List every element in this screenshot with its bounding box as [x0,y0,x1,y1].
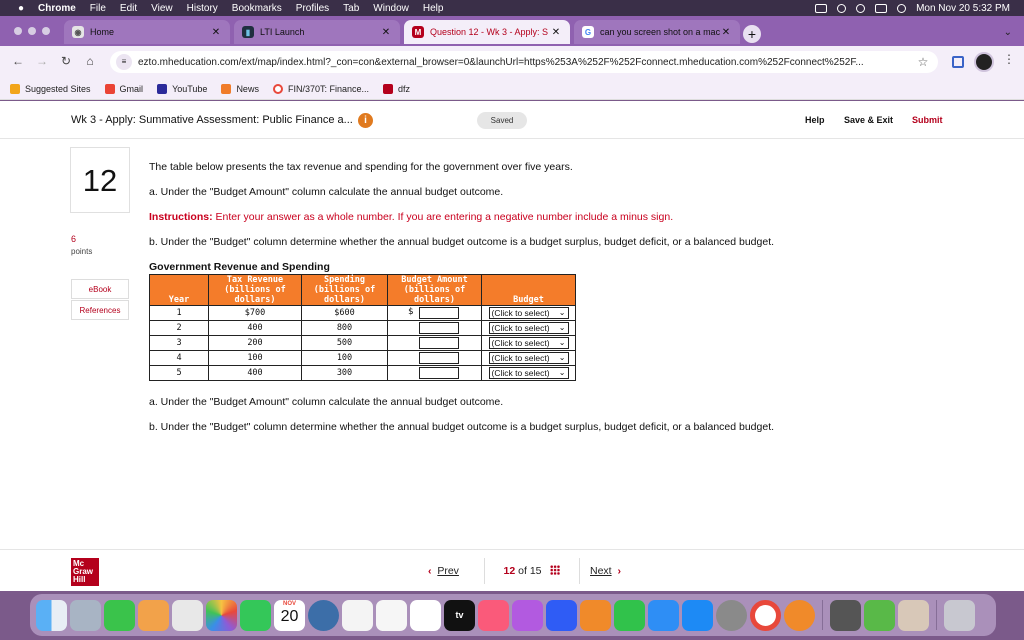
close-tab-icon[interactable]: ✕ [551,26,561,38]
pages-icon[interactable] [648,600,679,631]
trash-icon[interactable] [944,600,975,631]
select-value: (Click to select) [491,323,550,333]
menu-view[interactable]: View [151,2,173,14]
window-controls [14,27,50,35]
profile-avatar[interactable] [974,52,994,72]
spotlight-search-icon[interactable] [856,4,865,13]
tab-google-search[interactable] [574,20,740,44]
header-year: Year [150,275,209,306]
table-row [150,306,576,321]
tax-revenue-cell: 400 [209,366,302,381]
menu-history[interactable]: History [186,2,218,14]
select-value: (Click to select) [491,338,550,348]
question-footer [0,549,1024,591]
calendar-icon[interactable] [274,600,305,631]
assessment-page [0,101,1024,591]
table-row [150,351,576,366]
budget-amount-cell [388,336,482,351]
close-tab-icon[interactable]: ✕ [211,26,221,38]
budget-amount-input[interactable] [419,352,459,364]
bookmark-label: dfz [398,83,411,94]
instructions-text: Enter your answer as a whole number. If you are entering a negative number include a minus sign. [215,211,674,223]
bookmark-label: Suggested Sites [25,83,91,94]
spending-cell: 100 [302,351,388,366]
tab-search-chevron-icon[interactable]: ⌄ [1003,27,1012,38]
minimize-window-icon[interactable] [28,27,36,35]
budget-amount-input[interactable] [419,367,459,379]
mcgraw-hill-logo: Mc Graw Hill [71,558,99,586]
bookmark-dfz[interactable] [383,84,410,94]
chevron-left-icon: ‹ [428,565,432,577]
header-spending: Spending (billions of dollars) [302,275,388,306]
header-budget: Budget [482,275,576,306]
prev-button[interactable] [428,565,459,577]
budget-cell [482,366,576,381]
menu-app-name[interactable]: Chrome [38,2,76,14]
close-window-icon[interactable] [14,27,22,35]
chrome-icon[interactable] [750,600,781,631]
fin370t-icon [273,84,283,94]
assessment-title: Wk 3 - Apply: Summative Assessment: Public Finance a... [71,114,353,126]
bookmark-label: FIN/370T: Finance... [287,83,369,94]
app-store-icon[interactable] [682,600,713,631]
close-tab-icon[interactable]: ✕ [721,26,731,38]
menu-help[interactable]: Help [422,2,444,14]
apple-tv-icon[interactable] [444,600,475,631]
youtube-icon [157,84,167,94]
question-part-a-repeat: a. Under the "Budget Amount" column calculate the annual budget outcome. [149,396,504,408]
question-number: 12 [70,147,130,213]
menu-tab[interactable]: Tab [343,2,360,14]
keynote-icon[interactable] [580,600,611,631]
budget-select[interactable] [489,352,569,364]
question-pager[interactable] [484,558,580,584]
instructions-label: Instructions: [149,211,213,223]
budget-select[interactable] [489,337,569,349]
bookmark-youtube[interactable] [157,84,207,94]
budget-amount-cell [388,306,482,321]
year-cell: 3 [150,336,209,351]
tab-lti-launch[interactable] [234,20,400,44]
calendar-day: 20 [280,607,299,625]
safari-icon[interactable] [784,600,815,631]
spending-cell: $600 [302,306,388,321]
pager-of: of [518,565,527,577]
maps-icon[interactable] [172,600,203,631]
points-label: points [71,247,93,256]
budget-amount-input[interactable] [419,337,459,349]
address-bar[interactable] [110,51,938,73]
prev-label: Prev [437,565,459,577]
tax-revenue-cell: $700 [209,306,302,321]
question-part-a: a. Under the "Budget Amount" column calculate the annual budget outcome. [149,186,504,198]
points-value: 6 [71,234,77,244]
year-cell: 4 [150,351,209,366]
mail-icon[interactable] [138,600,169,631]
question-part-b-repeat: b. Under the "Budget" column determine whether the annual budget outcome is a budget surplus, budget deficit, or a balanced budget. [149,421,775,433]
chevron-right-icon: › [617,565,621,577]
references-button[interactable]: References [71,300,129,320]
chevron-down-icon: ⌄ [558,323,566,332]
menu-edit[interactable]: Edit [119,2,138,14]
budget-select[interactable] [489,307,569,319]
budget-amount-cell [388,366,482,381]
tab-label: Home [90,27,115,37]
bookmark-gmail[interactable] [105,84,144,94]
browser-toolbar [0,46,1024,78]
mcgraw-hill-icon [383,84,393,94]
saved-status-badge: Saved [477,112,527,129]
tv-label: tv [455,609,464,620]
current-question: 12 [503,565,516,577]
menu-profiles[interactable]: Profiles [295,2,330,14]
mcgraw-hill-icon: M [412,26,424,38]
question-part-b: b. Under the "Budget" column determine whether the annual budget outcome is a budget surplus, budget deficit, or a balanced budget. [149,236,775,248]
bookmark-news[interactable] [221,84,259,94]
bookmark-label: YouTube [172,83,208,94]
spending-cell: 500 [302,336,388,351]
downloads-icon[interactable] [898,600,929,631]
select-value: (Click to select) [491,368,550,378]
budget-amount-cell [388,351,482,366]
photos-icon[interactable] [206,600,237,631]
tax-revenue-cell: 400 [209,321,302,336]
podcasts-icon[interactable] [512,600,543,631]
lti-icon: ▮ [242,26,254,38]
year-cell: 2 [150,321,209,336]
year-cell: 5 [150,366,209,381]
notes-icon[interactable] [376,600,407,631]
address-bar-url[interactable]: ezto.mheducation.com/ext/map/index.html?_con=con&external_browser=0&launchUrl=https%253A%252F%252Fconnect.mheducation.com%252Fconnect%252F... [138,56,864,68]
tab-question-12[interactable] [404,20,570,44]
budget-cell [482,321,576,336]
dock-separator [822,600,823,630]
grid-icon[interactable] [550,565,560,575]
dollar-sign: $ [408,307,414,317]
siri-icon[interactable] [897,4,906,13]
more-menu-icon[interactable]: ⋮ [1003,52,1015,66]
preview-icon[interactable] [864,600,895,631]
bookmark-fin370t[interactable] [273,84,369,94]
close-tab-icon[interactable]: ✕ [381,26,391,38]
macos-dock [30,594,996,636]
numbers-icon[interactable] [614,600,645,631]
next-label: Next [590,565,612,577]
tab-home[interactable] [64,20,230,44]
reminders-icon[interactable] [342,600,373,631]
budget-select[interactable] [489,367,569,379]
messages-icon[interactable] [104,600,135,631]
header-tax-revenue: Tax Revenue (billions of dollars) [209,275,302,306]
tax-revenue-cell: 100 [209,351,302,366]
budget-cell [482,306,576,321]
info-icon[interactable]: i [358,113,373,128]
launchpad-icon[interactable] [70,600,101,631]
bookmark-star-icon[interactable]: ☆ [917,55,929,69]
tab-label: Question 12 - Wk 3 - Apply: S [430,27,549,37]
music-icon[interactable] [478,600,509,631]
tab-label: can you screen shot on a mac [600,27,720,37]
news-app-icon[interactable] [546,600,577,631]
menu-window[interactable]: Window [373,2,409,14]
chrome-tab-strip [0,16,1024,46]
dock-separator [936,600,937,630]
year-cell: 1 [150,306,209,321]
table-row [150,321,576,336]
google-icon: G [582,26,594,38]
gmail-icon [105,84,115,94]
battery-icon[interactable] [815,4,827,13]
back-arrow-icon[interactable]: ← [12,54,24,68]
spending-cell: 300 [302,366,388,381]
chevron-down-icon: ⌄ [558,353,566,362]
menu-bookmarks[interactable]: Bookmarks [231,2,282,14]
tab-label: LTI Launch [260,27,305,37]
ebook-button[interactable]: eBook [71,279,129,299]
chevron-down-icon: ⌄ [558,338,566,347]
freeform-icon[interactable] [410,600,441,631]
chevron-down-icon: ⌄ [558,368,566,377]
submit-button[interactable]: Submit [912,115,943,125]
wifi-icon[interactable] [837,4,846,13]
table-caption: Government Revenue and Spending [149,261,330,273]
apple-icon[interactable]: ● [17,2,25,14]
budget-amount-input[interactable] [419,322,459,334]
calculator-icon[interactable] [830,600,861,631]
forward-arrow-icon[interactable]: → [36,54,48,68]
assessment-header [0,101,1024,139]
zoom-window-icon[interactable] [42,27,50,35]
site-info-icon[interactable]: ≡ [116,54,132,70]
budget-cell [482,336,576,351]
table-row [150,336,576,351]
menu-file[interactable]: File [89,2,106,14]
budget-select[interactable] [489,322,569,334]
instructions [149,211,809,223]
select-value: (Click to select) [491,308,550,318]
total-questions: 15 [529,565,542,577]
calendar-month: NOV [282,600,296,607]
globe-icon: ◉ [72,26,84,38]
menubar-clock[interactable]: Mon Nov 20 5:32 PM [916,2,1010,14]
screen-sharing-icon[interactable] [308,600,339,631]
suggested-sites-icon [10,84,20,94]
bookmark-suggested-sites[interactable] [10,84,91,94]
budget-amount-input[interactable] [419,307,459,319]
facetime-icon[interactable] [240,600,271,631]
tax-revenue-cell: 200 [209,336,302,351]
bookmark-label: News [236,83,259,94]
bookmarks-bar [0,78,1024,100]
save-exit-button[interactable]: Save & Exit [844,115,894,125]
question-intro: The table below presents the tax revenue and spending for the government over five years. [149,161,573,173]
budget-table [149,274,576,381]
reload-icon[interactable]: ↻ [60,54,72,68]
bookmark-label: Gmail [119,83,144,94]
news-icon [221,84,231,94]
spending-cell: 800 [302,321,388,336]
chevron-down-icon: ⌄ [558,308,566,317]
table-header-row [150,275,576,306]
budget-amount-cell [388,321,482,336]
table-row [150,366,576,381]
system-settings-icon[interactable] [716,600,747,631]
macos-menubar [0,0,1024,16]
help-link[interactable]: Help [805,115,825,125]
side-panel-icon[interactable] [952,56,964,68]
finder-icon[interactable] [36,600,67,631]
next-button[interactable] [590,565,621,577]
control-center-icon[interactable] [875,4,887,13]
header-budget-amount: Budget Amount (billions of dollars) [388,275,482,306]
select-value: (Click to select) [491,353,550,363]
home-icon[interactable]: ⌂ [86,54,94,68]
budget-cell [482,351,576,366]
new-tab-icon[interactable]: + [743,25,761,43]
